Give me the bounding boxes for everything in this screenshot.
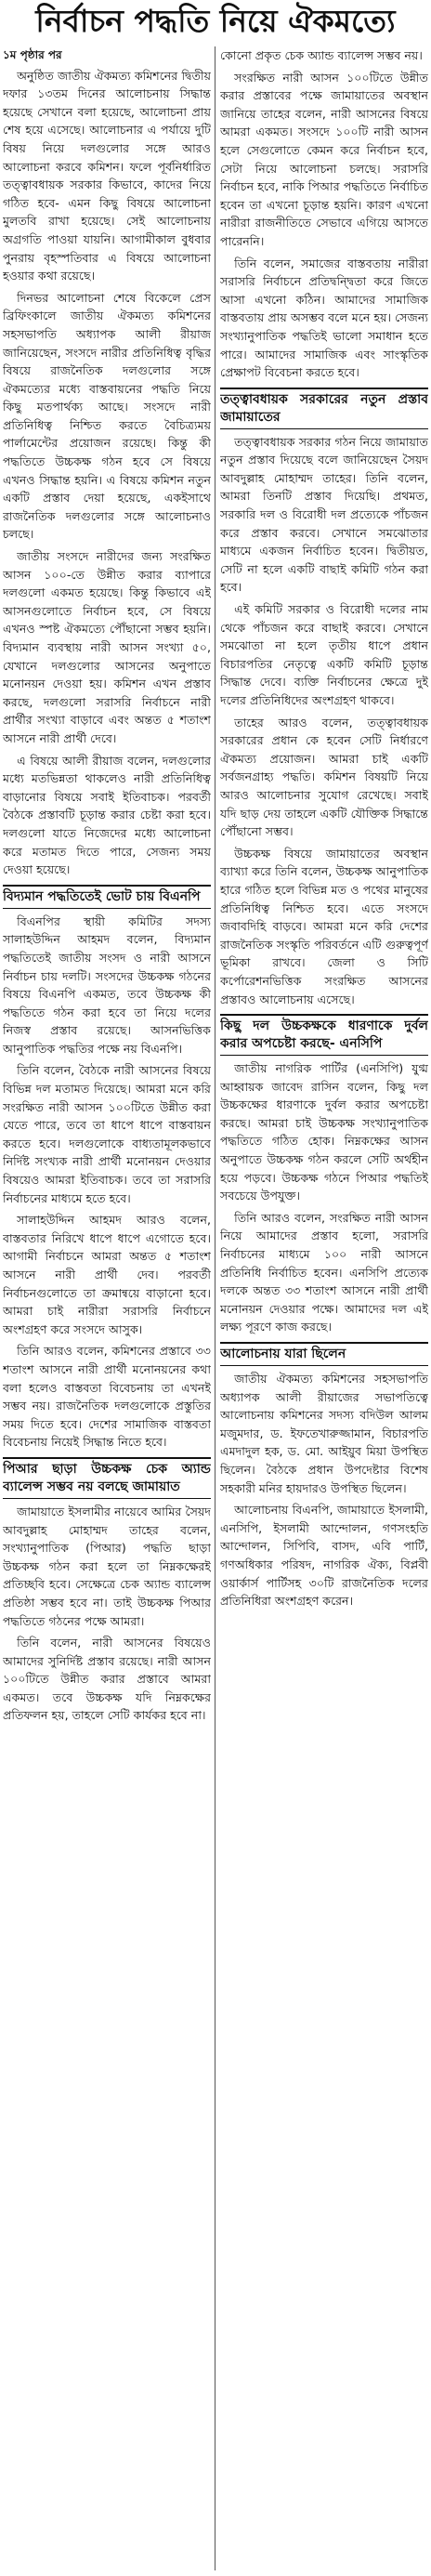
section-subhead: পিআর ছাড়া উচ্চকক্ষ চেক অ্যান্ড ব্যালেন্স সম্ভব নয় বলছে জামায়াত	[3, 1457, 211, 1499]
article-paragraph: তিনি বলেন, নারী আসনের বিষয়েও আমাদের সুনির্দিষ্ট প্রস্তাব রয়েছে। নারী আসন ১০০টিতে উন্নীত করার প্রস্তাবে আমরা একমত। তবে উচ্চকক্ষ যদি নিম্নকক্ষের প্রতিফলন হয়, তাহলে সেটি কার্যকর হবে না।	[3, 1636, 211, 1723]
article-paragraph: তিনি আরও বলেন, সংরক্ষিত নারী আসন নিয়ে আমাদের প্রস্তাব হলো, সরাসরি নির্বাচনের মাধ্যমে ১০০ নারী আসনে প্রতিনিধি নির্বাচিত হবেন। এনসিপি প্রত্যেক দলকে অন্তত ৩৩ শতাংশ আসনে নারী প্রার্থী মনোনয়ন দেওয়ার পক্ষে। আমাদের দল এই লক্ষ্য পূরণে কাজ করছে।	[220, 1210, 428, 1334]
column-divider	[215, 46, 216, 2570]
article-paragraph: জাতীয় সংসদে নারীদের জন্য সংরক্ষিত আসন ১০০-তে উন্নীত করার ব্যাপারে দলগুলো একমত হয়েছে। কিন্তু কিভাবে এই আসনগুলোতে নির্বাচন হবে, সে বিষয়ে এখনও স্পষ্ট ঐকমত্যে পৌঁছানো সম্ভব হয়নি। বিদ্যমান ব্যবস্থায় নারী আসন সংখ্যা ৫০, যেখানে দলগুলোর আসনের অনুপাতে মনোনয়ন দেওয়া হয়। কমিশন এখন প্রস্তাব করছে, দলগুলো সরাসরি নির্বাচনে নারী প্রার্থীর সংখ্যা বাড়াবে এবং অন্তত ৫ শতাংশ আসনে নারী প্রার্থী দেবে।	[3, 549, 211, 745]
article-paragraph: জামায়াতে ইসলামীর নায়েবে আমির সৈয়দ আবদুল্লাহ মোহাম্মদ তাহের বলেন, সংখ্যানুপাতিক (পিআর) পদ্ধতি ছাড়া উচ্চকক্ষ গঠন করা হলে তা নিম্নকক্ষেরই প্রতিচ্ছবি হবে। সেক্ষেত্রে চেক অ্যান্ড ব্যালেন্স প্রতিষ্ঠা সম্ভব হবে না। তাই উচ্চকক্ষ পিআর পদ্ধতিতে গঠনের পক্ষে আমরা।	[3, 1504, 211, 1628]
article-paragraph: উচ্চকক্ষ বিষয়ে জামায়াতের অবস্থান ব্যাখ্যা করে তিনি বলেন, উচ্চকক্ষ আনুপাতিক হারে গঠিত হলে বিভিন্ন মত ও পথের মানুষের প্রতিনিধিত্ব নিশ্চিত হবে। এতে সংসদে জবাবদিহি বাড়বে। আমরা মনে করি দেশের রাজনৈতিক সংস্কৃতি পরিবর্তনে এটি গুরুত্বপূর্ণ ভূমিকা রাখবে। জেলা ও সিটি কর্পোরেশনভিত্তিক সংরক্ষিত আসনের প্রস্তাবও আলোচনায় এসেছে।	[220, 846, 428, 1006]
article-paragraph: জাতীয় ঐকমত্য কমিশনের সহসভাপতি অধ্যাপক আলী রীয়াজের সভাপতিত্বে আলোচনায় কমিশনের সদস্য বদিউল আলম মজুমদার, ড. ইফতেখারুজ্জামান, বিচারপতি এমদাদুল হক, ড. মো. আইয়ুব মিয়া উপস্থিত ছিলেন। বৈঠকে প্রধান উপদেষ্টার বিশেষ সহকারী মনির হায়দারও উপস্থিত ছিলেন।	[220, 1372, 428, 1495]
article-paragraph: আলোচনায় বিএনপি, জামায়াতে ইসলামী, এনসিপি, ইসলামী আন্দোলন, গণসংহতি আন্দোলন, সিপিবি, বাসদ, এবি পার্টি, গণঅধিকার পরিষদ, নাগরিক ঐক্য, বিপ্লবী ওয়ার্কার্স পার্টিসহ ৩০টি রাজনৈতিক দলের প্রতিনিধিরা অংশগ্রহণ করেন।	[220, 1503, 428, 1609]
section-subhead: আলোচনায় যারা ছিলেন	[220, 1342, 428, 1366]
article-paragraph: কোনো প্রকৃত চেক অ্যান্ড ব্যালেন্স সম্ভব নয়।	[220, 48, 423, 62]
article-paragraph: তাহের আরও বলেন, তত্ত্বাবধায়ক সরকারের প্রধান কে হবেন সেটি নির্ধারণে ঐকমত্য প্রয়োজন। আমরা চাই একটি সর্বজনগ্রাহ্য পদ্ধতি। কমিশন বিষয়টি নিয়ে আরও আলোচনার সুযোগ রেখেছে। সবাই যদি ছাড় দেয় তাহলে একটি যৌক্তিক সিদ্ধান্তে পৌঁছানো সম্ভব।	[220, 715, 428, 839]
section-subhead: কিছু দল উচ্চকক্ষকে ধারণাকে দুর্বল করার অপচেষ্টা করছে- এনসিপি	[220, 1014, 428, 1056]
article-paragraph: জাতীয় নাগরিক পার্টির (এনসিপি) যুগ্ম আহ্বায়ক জাবেদ রাসিন বলেন, কিছু দল উচ্চকক্ষের ধারণাকে দুর্বল করার অপচেষ্টা করছে। আমরা চাই উচ্চকক্ষ সংখ্যানুপাতিক পদ্ধতিতে গঠিত হোক। নিম্নকক্ষের আসন অনুপাতে উচ্চকক্ষ গঠন করলে সেটি অর্থহীন হয়ে পড়বে। উচ্চকক্ষ গঠনে পিআর পদ্ধতিই সবচেয়ে উপযুক্ত।	[220, 1061, 428, 1203]
right-column	[220, 46, 428, 2570]
article-paragraph: এই কমিটি সরকার ও বিরোধী দলের নাম থেকে পাঁচজন করে বাছাই করবে। সেখানে সমঝোতা না হলে তৃতীয় ধাপে প্রধান বিচারপতির নেতৃত্বে একটি কমিটি চূড়ান্ত সিদ্ধান্ত দেবে। ব্যক্তি নির্বাচনের ক্ষেত্রে দুই দলের প্রতিনিধিদের অংশগ্রহণ থাকবে।	[220, 602, 428, 707]
article-paragraph: সংরক্ষিত নারী আসন ১০০টিতে উন্নীত করার প্রস্তাবের পক্ষে জামায়াতের অবস্থান জানিয়ে তাহের বলেন, নারী আসনের বিষয়ে আমরা একমত। সংসদে ১০০টি নারী আসন হলে সেগুলোতে কেমন করে নির্বাচন হবে, সেটা নিয়ে আলোচনা চলছে। সরাসরি নির্বাচন হবে, নাকি পিআর পদ্ধতিতে নির্বাচিত হবেন তা এখনো চূড়ান্ত হয়নি। কারণ এখনো নারীরা রাজনীতিতে সেভাবে এগিয়ে আসতে পারেননি।	[220, 70, 428, 248]
section-subhead: বিদ্যমান পদ্ধতিতেই ভোট চায় বিএনপি	[3, 885, 211, 909]
article-paragraph: সালাহউদ্দিন আহমদ আরও বলেন, বাস্তবতার নিরিখে ধাপে ধাপে এগোতে হবে। আগামী নির্বাচনে আমরা অন্তত ৫ শতাংশ আসনে নারী প্রার্থী দেব। পরবর্তী নির্বাচনগুলোতে তা ক্রমান্বয়ে বাড়ানো হবে। আমরা চাই নারীরা সরাসরি নির্বাচনে অংশগ্রহণ করে সংসদে আসুক।	[3, 1213, 211, 1336]
article-paragraph: এ বিষয়ে আলী রীয়াজ বলেন, দলগুলোর মধ্যে মতভিন্নতা থাকলেও নারী প্রতিনিধিত্ব বাড়ানোর বিষয়ে সবাই ইতিবাচক। পরবর্তী বৈঠকে প্রস্তাবটি চূড়ান্ত করার চেষ্টা করা হবে। দলগুলো যাতে নিজেদের মধ্যে আলোচনা করে মতামত দিতে পারে, সেজন্য সময় দেওয়া হয়েছে।	[3, 753, 211, 877]
article-paragraph: তিনি বলেন, সমাজের বাস্তবতায় নারীরা সরাসরি নির্বাচনে প্রতিদ্বন্দ্বিতা করে জিতে আসা এখনো কঠিন। আমাদের সামাজিক বাস্তবতায় প্রায় অসম্ভব বলে মনে হয়। সেজন্য সংখ্যানুপাতিক পদ্ধতিই ভালো সমাধান হতে পারে। আমাদের সামাজিক এবং সাংস্কৃতিক প্রেক্ষাপট বিবেচনা করতে হবে।	[220, 256, 428, 380]
headline: নির্বাচন পদ্ধতি নিয়ে ঐকমত্যে	[35, 3, 396, 39]
article-paragraph: বিএনপির স্থায়ী কমিটির সদস্য সালাহউদ্দিন আহমদ বলেন, বিদ্যমান পদ্ধতিতেই জাতীয় সংসদ ও নারী আসনে নির্বাচন চায় দলটি। সংসদের উচ্চকক্ষ গঠনের বিষয়ে বিএনপি একমত, তবে উচ্চকক্ষ কী পদ্ধতিতে গঠন করা হবে তা নিয়ে দলের নিজস্ব প্রস্তাব রয়েছে। আসনভিত্তিক আনুপাতিক পদ্ধতির পক্ষে নয় বিএনপি।	[3, 913, 211, 1056]
article-paragraph: তিনি আরও বলেন, কমিশনের প্রস্তাবে ৩৩ শতাংশ আসনে নারী প্রার্থী মনোনয়নের কথা বলা হলেও বাস্তবতা বিবেচনায় তা এখনই সম্ভব নয়। রাজনৈতিক দলগুলোকে প্রস্তুতির সময় দিতে হবে। দেশের সামাজিক বাস্তবতা বিবেচনায় নিয়েই সিদ্ধান্ত নিতে হবে।	[3, 1344, 211, 1450]
right-column-body	[220, 46, 428, 1610]
section-subhead: তত্ত্বাবধায়ক সরকারের নতুন প্রস্তাব জামায়াতের	[220, 388, 428, 429]
article-paragraph: তত্ত্বাবধায়ক সরকার গঠন নিয়ে জামায়াত নতুন প্রস্তাব দিয়েছে বলে জানিয়েছেন সৈয়দ আবদুল্লাহ মোহাম্মদ তাহের। তিনি বলেন, আমরা তিনটি প্রস্তাব দিয়েছি। প্রথমত, সরকারি দল ও বিরোধী দল প্রত্যেকে পাঁচজন করে প্রস্তাব করবে। সেখানে সমঝোতার মাধ্যমে একজন নির্বাচিত হবেন। দ্বিতীয়ত, সেটি না হলে একটি বাছাই কমিটি গঠন করা হবে।	[220, 434, 428, 595]
article-paragraph: তিনি বলেন, বৈঠকে নারী আসনের বিষয়ে বিভিন্ন দল মতামত দিয়েছে। আমরা মনে করি সংরক্ষিত নারী আসন ১০০টিতে উন্নীত করা যেতে পারে, তবে তা ধাপে ধাপে বাস্তবায়ন করতে হবে। দলগুলোকে বাধ্যতামূলকভাবে নির্দিষ্ট সংখ্যক নারী প্রার্থী মনোনয়ন দেওয়ার বিষয়েও আমরা ইতিবাচক। তবে তা সরাসরি নির্বাচনের মাধ্যমে হতে হবে।	[3, 1063, 211, 1205]
left-column	[3, 46, 211, 2570]
article-paragraph: অনুষ্ঠিত জাতীয় ঐকমত্য কমিশনের দ্বিতীয় দফার ১৩তম দিনের আলোচনায় সিদ্ধান্ত হয়েছে সেখানে বলা হয়েছে, আলোচনা প্রায় শেষ হয়ে এসেছে। আলোচনার এ পর্যায়ে দুটি বিষয় নিয়ে দলগুলোর সঙ্গে আরও আলোচনা করবে কমিশন। ফলে পূর্বনির্ধারিত তত্ত্বাবধায়ক সরকার কিভাবে, কাদের নিয়ে গঠিত হবে- এমন কিছু বিষয়ে আলোচনা মুলতবি রাখা হয়েছে। সেই আলোচনায় অগ্রগতি পাওয়া যায়নি। আগামীকাল বুধবার পুনরায় বৃহস্পতিবার এ বিষয়ে আলোচনা হওয়ার কথা রয়েছে।	[3, 68, 211, 283]
continuation-label: ১ম পৃষ্ঠার পর	[3, 48, 62, 61]
article-paragraph: দিনভর আলোচনা শেষে বিকেলে প্রেস ব্রিফিংকালে জাতীয় ঐকমত্য কমিশনের সহসভাপতি অধ্যাপক আলী রীয়াজ জানিয়েছেন, সংসদে নারীর প্রতিনিধিত্ব বৃদ্ধির বিষয়ে রাজনৈতিক দলগুলোর সঙ্গে ঐকমত্যের মধ্যে বাস্তবায়নের পদ্ধতি নিয়ে কিছু মতপার্থক্য আছে। সংসদে নারী প্রতিনিধিত্ব নিশ্চিত করতে বৈচিত্র্যময় পার্লামেন্টের প্রয়োজন রয়েছে। কিন্তু কী পদ্ধতিতে উচ্চকক্ষ গঠন হবে সে বিষয়ে এখনও সিদ্ধান্ত হয়নি। এ বিষয়ে কমিশন নতুন একটি প্রস্তাব দেয়া হয়েছে, একইসাথে রাজনৈতিক দলগুলোর সঙ্গে আলোচনাও চলছে।	[3, 290, 211, 542]
left-column-body	[3, 67, 211, 1725]
